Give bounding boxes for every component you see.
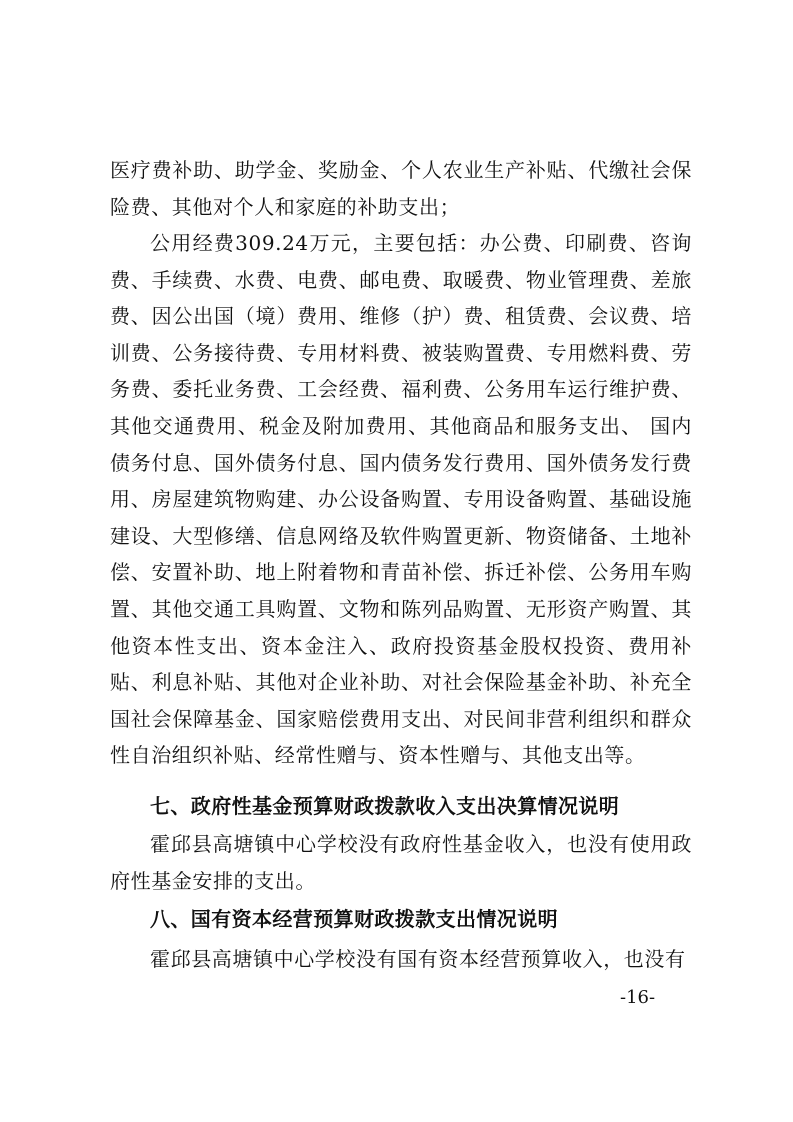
paragraph-public-funds: 公用经费309.24万元，主要包括：办公费、印刷费、咨询费、手续费、水费、电费、邮电费、取暖费、物业管理费、差旅费、因公出国（境）费用、维修（护）费、租赁费、会议费、培训费、公务接待费、专用材料费、被装购置费、专用燃料费、劳务费、委托业务费、工会经费、福利费、公务用车运行维护费、其他交通费用、税金及附加费用、其他商品和服务支出、 国内债务付息、国外债务付息、国内债务发行费用、国外债务发行费用、房屋建筑物购建、办公设备购置、专用设备购置、基础设施建设、大型修缮、信息网络及软件购置更新、物资储备、土地补偿、安置补助、地上附着物和青苗补偿、拆迁补偿、公务用车购置、其他交通工具购置、文物和陈列品购置、无形资产购置、其他资本性支出、资本金注入、政府投资基金股权投资、费用补贴、利息补贴、其他对企业补助、对社会保险基金补助、补充全国社会保障基金、国家赔偿费用支出、对民间非营利组织和群众性自治组织补贴、经常性赠与、资本性赠与、其他支出等。 [110,231,692,768]
paragraph-state-capital: 霍邱县高塘镇中心学校没有国有资本经营预算收入，也没有 [150,947,686,971]
paragraph-government-fund: 霍邱县高塘镇中心学校没有政府性基金收入，也没有使用政府性基金安排的支出。 [110,832,692,893]
paragraph-personal-subsidies-continued: 医疗费补助、助学金、奖励金、个人农业生产补贴、代缴社会保险费、其他对个人和家庭的补助支出； [110,158,692,219]
section-heading-state-capital: 八、国有资本经营预算财政拨款支出情况说明 [150,907,558,931]
section-heading-government-fund: 七、政府性基金预算财政拨款收入支出决算情况说明 [150,794,620,818]
page-number: -16- [620,987,656,1008]
